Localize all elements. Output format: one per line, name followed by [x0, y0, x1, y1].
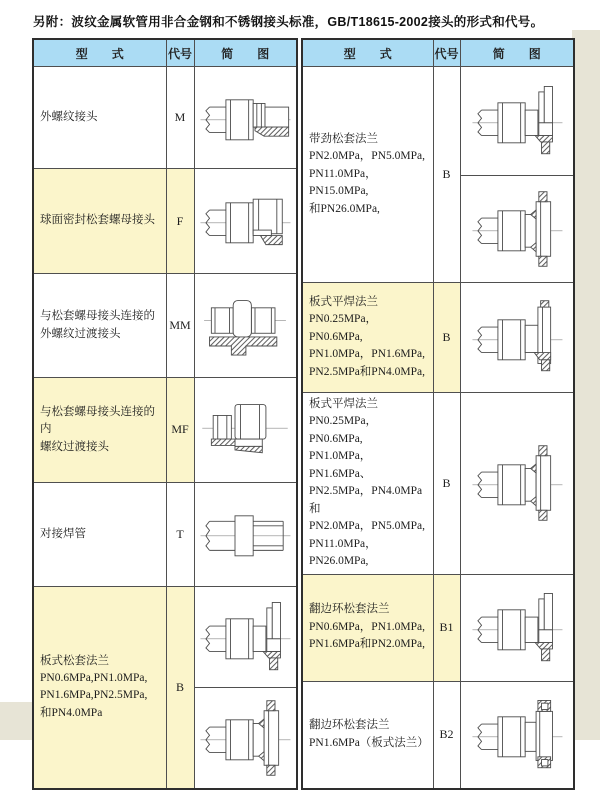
table-row — [302, 574, 574, 681]
table-row — [33, 169, 297, 273]
fitting-diagram — [467, 298, 567, 378]
fitting-diagram — [467, 189, 567, 269]
fitting-diagram — [467, 588, 567, 668]
table-row — [33, 378, 297, 482]
fitting-diagram — [195, 181, 295, 261]
page-margin-right — [572, 30, 600, 740]
fitting-diagram — [195, 494, 295, 574]
fitting-type-label: 带劲松套法兰 PN2.0MPa，PN5.0MPa, PN11.0MPa，PN15.0MPa, 和PN26.0MPa, — [309, 132, 425, 215]
table-row — [302, 283, 574, 393]
table-row — [302, 393, 574, 575]
fitting-diagram — [467, 443, 567, 523]
table-row — [33, 482, 297, 586]
fitting-code: F — [166, 169, 194, 273]
fitting-type-label: 外螺纹接头 — [40, 110, 98, 123]
table-row — [302, 681, 574, 789]
fitting-code: B — [166, 587, 194, 789]
fitting-type-label: 板式平焊法兰 PN0.25MPa，PN0.6MPa, PN1.0MPa，PN1.6MPa、 PN2.5MPa，PN4.0MPa和 PN2.0MPa，PN5.0MPa, PN11.0MPa，PN26.0MPa, — [309, 398, 425, 568]
fitting-code: M — [166, 67, 194, 169]
fitting-type-label: 与松套螺母接头连接的 外螺纹过渡接头 — [40, 310, 155, 340]
table-header-row — [33, 39, 297, 67]
fitting-code: B — [433, 67, 460, 283]
left-fittings-table — [32, 38, 298, 790]
col-header-diagram: 简 图 — [460, 39, 574, 67]
col-header-code: 代号 — [433, 39, 460, 67]
col-header-diagram: 简 图 — [194, 39, 297, 67]
fitting-code: B2 — [433, 681, 460, 789]
table-header-row — [302, 39, 574, 67]
fitting-code: T — [166, 482, 194, 586]
fitting-type-label: 板式平焊法兰 PN0.25MPa，PN0.6MPa, PN1.0MPa，PN1.6MPa, PN2.5MPa和PN4.0MPa, — [309, 295, 425, 378]
col-header-code: 代号 — [166, 39, 194, 67]
table-row — [33, 67, 297, 169]
fitting-diagram — [467, 81, 567, 161]
fitting-diagram — [195, 597, 295, 677]
col-header-type: 型 式 — [302, 39, 433, 67]
fitting-code: B — [433, 393, 460, 575]
table-row — [33, 273, 297, 377]
fitting-diagram — [467, 695, 567, 775]
fitting-code: B — [433, 283, 460, 393]
fitting-type-label: 翻边环松套法兰 PN1.6MPa（板式法兰） — [309, 719, 429, 749]
right-fittings-table — [301, 38, 575, 790]
document-title: 另附：波纹金属软管用非合金钢和不锈钢接头标准，GB/T18615-2002接头的形式和代号。 — [33, 15, 544, 29]
col-header-type: 型 式 — [33, 39, 166, 67]
fitting-diagram — [195, 286, 295, 366]
fittings-tables-container — [32, 38, 575, 790]
fitting-type-label: 与松套螺母接头连接的内 螺纹过渡接头 — [40, 405, 155, 453]
fitting-diagram — [195, 698, 295, 778]
fitting-code: MF — [166, 378, 194, 482]
table-row — [302, 67, 574, 283]
fitting-diagram — [195, 390, 295, 470]
fitting-code: B1 — [433, 574, 460, 681]
fitting-type-label: 板式松套法兰 PN0.6MPa,PN1.0MPa, PN1.6MPa,PN2.5MPa, 和PN4.0MPa — [40, 654, 148, 719]
fitting-type-label: 翻边环松套法兰 PN0.6MPa，PN1.0MPa, PN1.6MPa和PN2.0MPa, — [309, 603, 425, 651]
fitting-type-label: 对接焊管 — [40, 527, 86, 540]
fitting-code: MM — [166, 273, 194, 377]
fitting-diagram — [195, 78, 295, 158]
table-row — [33, 587, 297, 789]
fitting-type-label: 球面密封松套螺母接头 — [40, 214, 155, 227]
